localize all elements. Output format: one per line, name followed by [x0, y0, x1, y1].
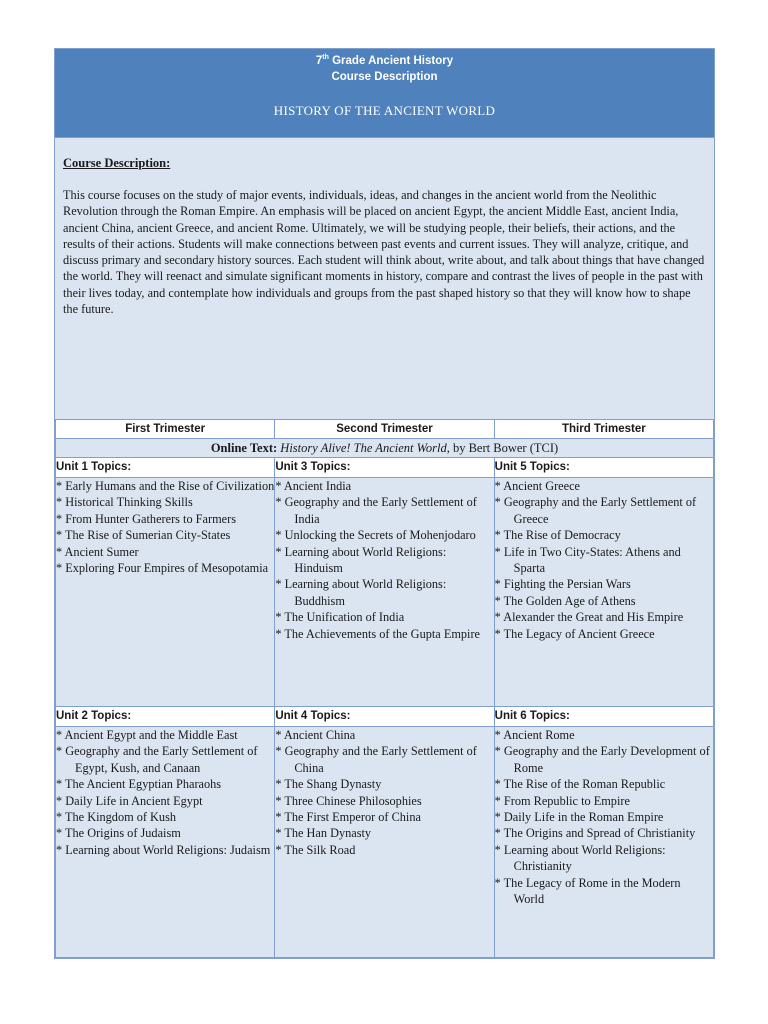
online-text-title: History Alive! The Ancient World [280, 441, 447, 455]
unit-1-topics [56, 478, 274, 576]
topic-item: * The Silk Road [275, 842, 493, 858]
unit-heading-row [56, 707, 714, 727]
topic-item: * The Origins and Spread of Christianity [495, 825, 713, 841]
topic-item: * Ancient Egypt and the Middle East [56, 727, 274, 743]
topic-item: * The Rise of the Roman Republic [495, 776, 713, 792]
topic-item: * Daily Life in Ancient Egypt [56, 793, 274, 809]
unit-topics-row [56, 727, 714, 958]
trimester-table [55, 419, 714, 958]
topic-item: * Unlocking the Secrets of Mohenjodaro [275, 527, 493, 543]
unit-1-topics-cell [56, 478, 275, 707]
topic-item: * The Rise of Democracy [495, 527, 713, 543]
trimester-second: Second Trimester [275, 420, 494, 439]
description-heading: Course Description: [63, 156, 171, 170]
topic-item: * Fighting the Persian Wars [495, 576, 713, 592]
topic-item: * The First Emperor of China [275, 809, 493, 825]
topic-item: * Daily Life in the Roman Empire [495, 809, 713, 825]
grade-ordinal: th [322, 54, 329, 62]
grade-title-text: Grade Ancient History [328, 55, 454, 67]
document-header [55, 49, 714, 137]
topic-item: * Learning about World Religions: Buddhism [275, 576, 493, 609]
topic-item: * The Shang Dynasty [275, 776, 493, 792]
unit-3-topics [275, 478, 493, 642]
unit-3-topics-cell [275, 478, 494, 707]
topic-item: * Geography and the Early Settlement of Egypt, Kush, and Canaan [56, 743, 274, 776]
topic-item: * Ancient Greece [495, 478, 713, 494]
topic-item: * Life in Two City-States: Athens and Sparta [495, 544, 713, 577]
topic-item: * Ancient Rome [495, 727, 713, 743]
topic-item: * Geography and the Early Development of Rome [495, 743, 713, 776]
unit-1-heading: Unit 1 Topics: [56, 458, 275, 478]
topic-item: * Ancient China [275, 727, 493, 743]
topic-item: * The Legacy of Rome in the Modern World [495, 875, 713, 908]
topic-item: * Learning about World Religions: Christianity [495, 842, 713, 875]
topic-item: * Historical Thinking Skills [56, 494, 274, 510]
unit-2-topics [56, 727, 274, 858]
trimester-first: First Trimester [56, 420, 275, 439]
unit-5-topics [495, 478, 713, 642]
topic-item: * Learning about World Religions: Hinduism [275, 544, 493, 577]
unit-4-heading: Unit 4 Topics: [275, 707, 494, 727]
topic-item: * Exploring Four Empires of Mesopotamia [56, 560, 274, 576]
topic-item: * The Golden Age of Athens [495, 593, 713, 609]
description-body: This course focuses on the study of major events, individuals, ideas, and changes in the ancient world from the Neolithic Revolution through the Roman Empire. An emphasis will be placed on ancient Egypt, the ancient Middle East, ancient India, ancient China, ancient Greece, and ancient Rome. Ultimately, we will be studying people, their beliefs, their actions, and the results of their actions. Students will make connections between past events and current issues. They will analyze, critique, and discuss primary and secondary history sources. Each student will think about, write about, and talk about things that have changed the world. They will reenact and simulate significant moments in history, compare and contrast the lives of people in the past with their lives today, and contemplate how individuals and groups from the past shaped history so that they will know how to shape the future. [63, 188, 705, 317]
online-text-row [56, 439, 714, 458]
unit-6-topics [495, 727, 713, 907]
course-description-section [55, 137, 714, 419]
header-subtitle: Course Description [331, 71, 438, 83]
topic-item: * The Ancient Egyptian Pharaohs [56, 776, 274, 792]
topic-item: * Ancient India [275, 478, 493, 494]
unit-topics-row [56, 478, 714, 707]
online-text-cell [56, 439, 714, 458]
topic-item: * The Achievements of the Gupta Empire [275, 626, 493, 642]
topic-item: * Geography and the Early Settlement of India [275, 494, 493, 527]
topic-item: * Early Humans and the Rise of Civilization [56, 478, 274, 494]
trimester-header-row [56, 420, 714, 439]
unit-4-topics [275, 727, 493, 858]
unit-3-heading: Unit 3 Topics: [275, 458, 494, 478]
unit-5-heading: Unit 5 Topics: [494, 458, 713, 478]
topic-item: * Alexander the Great and His Empire [495, 609, 713, 625]
grade-title [55, 53, 714, 69]
topic-item: * The Unification of India [275, 609, 493, 625]
main-title: HISTORY OF THE ANCIENT WORLD [273, 103, 496, 118]
topic-item: * Learning about World Religions: Judaism [56, 842, 274, 858]
unit-2-heading: Unit 2 Topics: [56, 707, 275, 727]
course-document [54, 48, 715, 959]
topic-item: * From Republic to Empire [495, 793, 713, 809]
topic-item: * The Origins of Judaism [56, 825, 274, 841]
online-text-author: , by Bert Bower (TCI) [446, 441, 559, 455]
grade-number: 7 [315, 55, 323, 67]
topic-item: * The Han Dynasty [275, 825, 493, 841]
unit-heading-row [56, 458, 714, 478]
topic-item: * The Kingdom of Kush [56, 809, 274, 825]
topic-item: * The Legacy of Ancient Greece [495, 626, 713, 642]
unit-2-topics-cell [56, 727, 275, 958]
topic-item: * Three Chinese Philosophies [275, 793, 493, 809]
topic-item: * Geography and the Early Settlement of China [275, 743, 493, 776]
topic-item: * Geography and the Early Settlement of Greece [495, 494, 713, 527]
online-text-label: Online Text: [210, 441, 278, 455]
trimester-third: Third Trimester [494, 420, 713, 439]
topic-item: * From Hunter Gatherers to Farmers [56, 511, 274, 527]
unit-5-topics-cell [494, 478, 713, 707]
topic-item: * Ancient Sumer [56, 544, 274, 560]
unit-6-heading: Unit 6 Topics: [494, 707, 713, 727]
topic-item: * The Rise of Sumerian City-States [56, 527, 274, 543]
unit-4-topics-cell [275, 727, 494, 958]
unit-6-topics-cell [494, 727, 713, 958]
